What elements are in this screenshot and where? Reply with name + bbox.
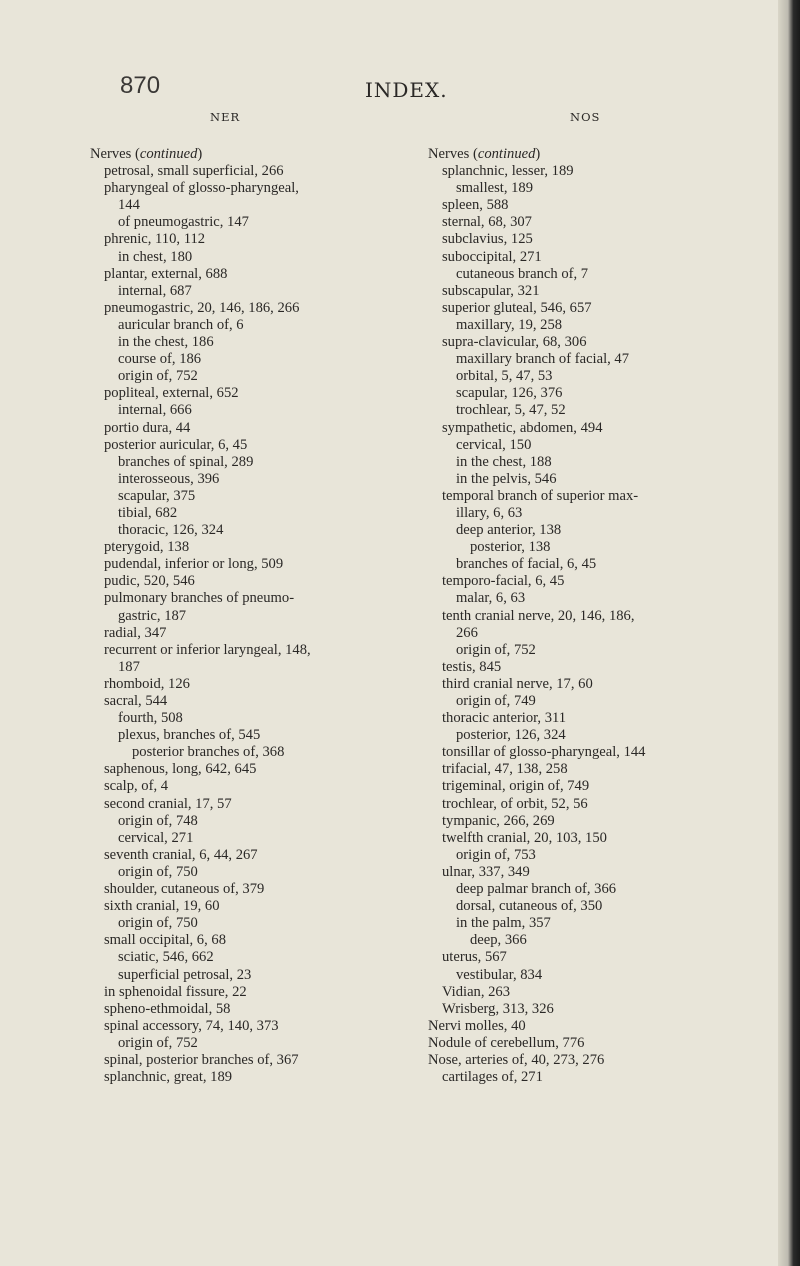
index-entry: portio dura, 44 (104, 419, 191, 436)
heading-close: ) (535, 146, 541, 162)
index-entry: testis, 845 (442, 658, 502, 675)
index-entry: origin of, 752 (118, 368, 198, 385)
index-entry: 187 (118, 658, 140, 675)
index-entry: plexus, branches of, 545 (118, 727, 261, 744)
index-entry: superficial petrosal, 23 (118, 966, 252, 983)
index-entry: trochlear, 5, 47, 52 (456, 402, 566, 419)
index-entry: saphenous, long, 642, 645 (104, 761, 257, 778)
index-entry: 266 (456, 624, 478, 641)
left-index-column (90, 146, 390, 1086)
index-entry: Nose, arteries of, 40, 273, 276 (428, 1051, 605, 1068)
right-guide-word: NOS (570, 110, 601, 124)
index-entry: small occipital, 6, 68 (104, 932, 226, 949)
index-entry: trigeminal, origin of, 749 (442, 778, 590, 795)
index-entry: origin of, 750 (118, 915, 198, 932)
index-entry: rhomboid, 126 (104, 675, 190, 692)
index-entry: scapular, 375 (118, 487, 196, 504)
index-entry: cutaneous branch of, 7 (456, 265, 589, 282)
index-entry: 144 (118, 197, 140, 214)
left-column-heading (90, 146, 390, 163)
heading-text: Nerves ( (428, 146, 478, 162)
index-entry: spinal, posterior branches of, 367 (104, 1051, 299, 1068)
index-entry: deep palmar branch of, 366 (456, 881, 617, 898)
index-entry: in the palm, 357 (456, 915, 551, 932)
index-entry: suboccipital, 271 (442, 248, 542, 265)
index-entry: thoracic, 126, 324 (118, 522, 224, 539)
index-entry: splanchnic, great, 189 (104, 1069, 233, 1086)
index-entry: smallest, 189 (456, 180, 534, 197)
page-edge-shadow (778, 0, 800, 1266)
index-entry: sacral, 544 (104, 693, 168, 709)
index-entry: auricular branch of, 6 (118, 316, 244, 333)
index-entry: cervical, 150 (456, 436, 532, 453)
index-entry: plantar, external, 688 (104, 265, 228, 282)
index-entry: illary, 6, 63 (456, 504, 523, 521)
page-title: INDEX. (365, 78, 448, 102)
index-entry: phrenic, 110, 112 (104, 231, 206, 248)
index-entry: in the chest, 186 (118, 334, 214, 351)
index-entry: third cranial nerve, 17, 60 (442, 675, 593, 692)
index-entry: sixth cranial, 19, 60 (104, 898, 220, 915)
right-column-heading (428, 146, 743, 163)
index-entry: seventh cranial, 6, 44, 267 (104, 846, 258, 863)
index-entry: of pneumogastric, 147 (118, 214, 249, 231)
index-entry: internal, 687 (118, 282, 192, 299)
index-entry: orbital, 5, 47, 53 (456, 368, 553, 385)
right-index-column (428, 146, 743, 1086)
index-entry: tympanic, 266, 269 (442, 812, 555, 829)
index-entry: in chest, 180 (118, 248, 193, 265)
index-entry: sciatic, 546, 662 (118, 949, 214, 966)
index-entry: subclavius, 125 (442, 231, 533, 248)
left-entry-list (90, 163, 390, 1086)
index-entry: scalp, of, 4 (104, 778, 169, 795)
index-entry: tibial, 682 (118, 504, 178, 521)
index-entry: posterior, 138 (470, 539, 551, 556)
index-entry: interosseous, 396 (118, 470, 220, 487)
index-entry: in the chest, 188 (456, 453, 552, 470)
index-entry: shoulder, cutaneous of, 379 (104, 881, 265, 898)
index-entry: posterior, 126, 324 (456, 727, 566, 744)
index-entry: splanchnic, lesser, 189 (442, 163, 574, 180)
index-entry: deep anterior, 138 (456, 522, 562, 539)
index-entry: temporo-facial, 6, 45 (442, 573, 565, 590)
index-entry: Nodule of cerebellum, 776 (428, 1034, 585, 1051)
index-entry: in sphenoidal fissure, 22 (104, 983, 247, 1000)
index-entry: pneumogastric, 20, 146, 186, 266 (104, 299, 300, 316)
index-entry: tenth cranial nerve, 20, 146, 186, (442, 607, 635, 624)
index-entry: spinal accessory, 74, 140, 373 (104, 1017, 279, 1034)
index-entry: origin of, 749 (456, 693, 536, 709)
index-entry: fourth, 508 (118, 710, 183, 727)
index-entry: cartilages of, 271 (442, 1069, 543, 1086)
index-entry: origin of, 748 (118, 812, 198, 829)
index-entry: dorsal, cutaneous of, 350 (456, 898, 603, 915)
right-entry-list (428, 163, 743, 1086)
index-entry: origin of, 750 (118, 863, 198, 880)
index-entry: subscapular, 321 (442, 282, 540, 299)
index-entry: deep, 366 (470, 932, 527, 949)
index-entry: tonsillar of glosso-pharyngeal, 144 (442, 744, 646, 761)
index-entry: in the pelvis, 546 (456, 470, 557, 487)
index-entry: branches of spinal, 289 (118, 453, 254, 470)
index-entry: origin of, 753 (456, 846, 536, 863)
index-entry: posterior branches of, 368 (132, 744, 285, 761)
index-entry: trifacial, 47, 138, 258 (442, 761, 568, 778)
index-entry: posterior auricular, 6, 45 (104, 436, 248, 453)
index-entry: gastric, 187 (118, 607, 187, 624)
index-entry: Nervi molles, 40 (428, 1017, 526, 1034)
index-entry: ulnar, 337, 349 (442, 863, 530, 880)
index-entry: internal, 666 (118, 402, 192, 419)
index-entry: course of, 186 (118, 351, 202, 368)
index-entry: second cranial, 17, 57 (104, 795, 232, 812)
index-entry: pudic, 520, 546 (104, 573, 195, 590)
index-entry: uterus, 567 (442, 949, 507, 966)
heading-italic: continued (477, 146, 536, 162)
index-entry: maxillary branch of facial, 47 (456, 351, 630, 368)
index-entry: origin of, 752 (118, 1034, 198, 1051)
heading-text: Nerves ( (90, 146, 140, 162)
heading-italic: continued (139, 146, 198, 162)
index-entry: trochlear, of orbit, 52, 56 (442, 795, 588, 812)
index-entry: maxillary, 19, 258 (456, 316, 563, 333)
index-entry: twelfth cranial, 20, 103, 150 (442, 829, 607, 846)
index-entry: origin of, 752 (456, 641, 536, 658)
index-entry: Vidian, 263 (442, 983, 511, 1000)
page-number: 870 (120, 72, 161, 99)
index-entry: pharyngeal of glosso-pharyngeal, (104, 180, 299, 197)
index-entry: Wrisberg, 313, 326 (442, 1000, 554, 1017)
index-entry: sympathetic, abdomen, 494 (442, 419, 603, 436)
index-entry: superior gluteal, 546, 657 (442, 299, 592, 316)
index-entry: sternal, 68, 307 (442, 214, 532, 231)
left-guide-word: NER (210, 110, 241, 124)
index-entry: spleen, 588 (442, 197, 509, 214)
index-entry: vestibular, 834 (456, 966, 543, 983)
heading-close: ) (197, 146, 203, 162)
index-entry: pudendal, inferior or long, 509 (104, 556, 284, 573)
index-entry: scapular, 126, 376 (456, 385, 563, 402)
index-entry: pulmonary branches of pneumo- (104, 590, 295, 607)
index-entry: cervical, 271 (118, 829, 194, 846)
index-entry: temporal branch of superior max- (442, 487, 639, 504)
index-entry: popliteal, external, 652 (104, 385, 239, 402)
index-entry: thoracic anterior, 311 (442, 710, 567, 727)
index-entry: radial, 347 (104, 624, 167, 641)
index-entry: recurrent or inferior laryngeal, 148, (104, 641, 311, 658)
index-entry: pterygoid, 138 (104, 539, 190, 556)
index-entry: malar, 6, 63 (456, 590, 526, 607)
index-entry: spheno-ethmoidal, 58 (104, 1000, 231, 1017)
index-entry: supra-clavicular, 68, 306 (442, 334, 587, 351)
index-entry: petrosal, small superficial, 266 (104, 163, 284, 180)
index-entry: branches of facial, 6, 45 (456, 556, 597, 573)
